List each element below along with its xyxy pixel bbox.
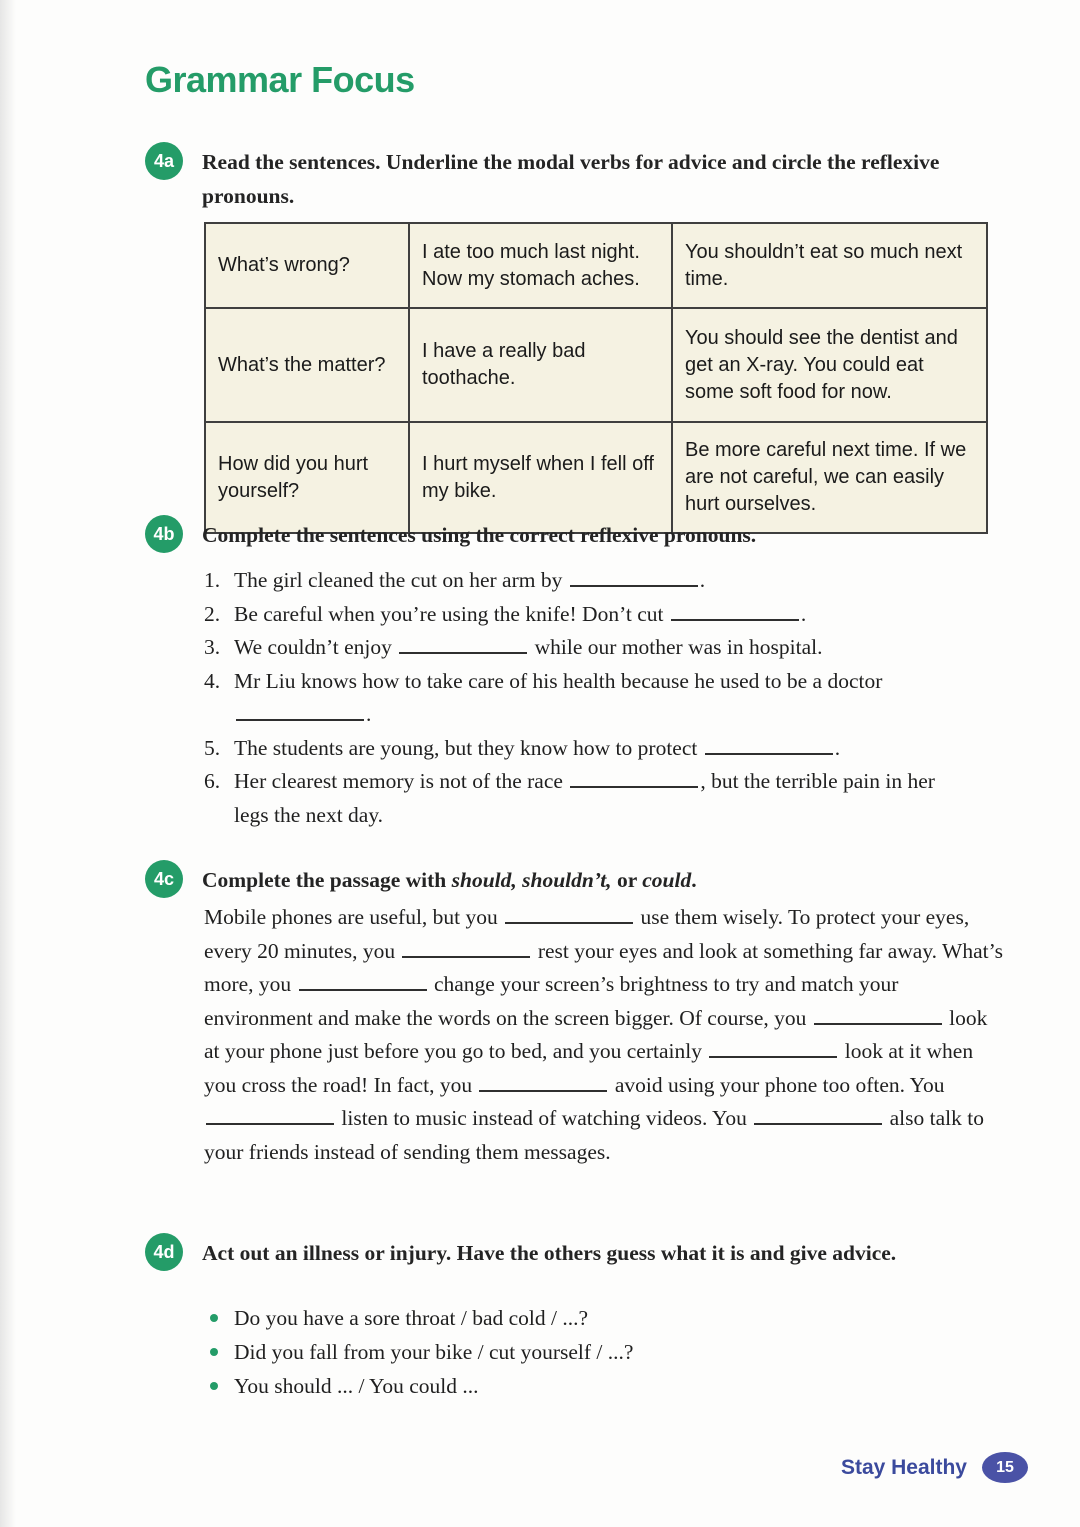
- blank-line: [236, 717, 364, 721]
- table-cell: How did you hurt yourself?: [205, 422, 409, 533]
- table-cell: I hurt myself when I fell off my bike.: [409, 422, 672, 533]
- blank-line: [206, 1121, 334, 1125]
- item-number: 2.: [204, 601, 221, 626]
- item-text: [234, 635, 822, 659]
- exercise-item: [204, 598, 966, 632]
- bullet-icon: [210, 1348, 218, 1356]
- blank-line: [705, 751, 833, 755]
- table-cell: I have a really bad toothache.: [409, 308, 672, 422]
- item-text: [234, 769, 935, 827]
- exercise-item: [204, 564, 966, 598]
- text-part: also talk to your friends instead of sending them messages.: [204, 1106, 984, 1164]
- table-cell: I ate too much last night. Now my stomach aches.: [409, 223, 672, 308]
- item-text: [234, 669, 882, 727]
- dialogue-table: [204, 222, 988, 534]
- text-part: or: [611, 868, 643, 892]
- section-4a-heading: Read the sentences. Underline the modal verbs for advice and circle the reflexive pronouns.: [202, 150, 940, 208]
- bullet-text: Did you fall from your bike / cut yourself / ...?: [234, 1340, 634, 1364]
- exercise-item: [204, 765, 966, 832]
- text-part: .: [699, 568, 706, 592]
- text-part: Be careful when you’re using the knife! Don’t cut: [234, 601, 669, 626]
- bullet-item: [204, 1335, 966, 1369]
- reflexive-exercise-list: [204, 564, 966, 832]
- text-part: could: [642, 868, 692, 892]
- section-4b-heading: Complete the sentences using the correct reflexive pronouns.: [202, 523, 757, 547]
- text-part: look at it when you cross the road! In fact, you: [204, 1039, 974, 1097]
- table-cell: What’s wrong?: [205, 223, 409, 308]
- blank-line: [479, 1088, 607, 1092]
- bullet-icon: [210, 1314, 218, 1322]
- bullet-text: You should ... / You could ...: [234, 1374, 479, 1398]
- item-number: 1.: [204, 568, 221, 592]
- scan-shadow-edge: [0, 0, 16, 1527]
- section-4a-badge: 4a: [145, 142, 183, 180]
- text-part: while our mother was in hospital.: [529, 635, 823, 659]
- blank-line: [754, 1121, 882, 1125]
- item-number: 4.: [204, 668, 221, 693]
- exercise-item: [204, 732, 966, 766]
- blank-line: [570, 583, 698, 587]
- item-text: [234, 568, 705, 592]
- section-4c-badge: 4c: [145, 860, 183, 898]
- blank-line: [402, 954, 530, 958]
- section-4c-heading: [202, 858, 947, 897]
- bullet-item: [204, 1369, 966, 1403]
- blank-line: [814, 1021, 942, 1025]
- text-part: rest your eyes and look at something far away. What’s more, you: [204, 938, 1003, 996]
- table-cell: Be more careful next time. If we are not careful, we can easily hurt ourselves.: [672, 422, 987, 533]
- section-4d-heading: Act out an illness or injury. Have the others guess what it is and give advice.: [202, 1241, 897, 1265]
- text-part: look at your phone just before you go to bed, and you certainly: [204, 1005, 988, 1063]
- item-number: 5.: [204, 735, 221, 760]
- text-part: .: [800, 601, 807, 626]
- section-4d: [145, 1231, 990, 1270]
- text-part: We couldn’t enjoy: [234, 635, 398, 659]
- blank-line: [299, 987, 427, 991]
- page-title: Grammar Focus: [145, 59, 415, 100]
- item-text: [234, 602, 806, 626]
- text-part: The girl cleaned the cut on her arm by: [234, 568, 568, 592]
- section-4c: [145, 858, 990, 897]
- table-cell: You shouldn’t eat so much next time.: [672, 223, 987, 308]
- text-part: change your screen’s brightness to try and match your environment and make the words on the screen bigger. Of course, you: [204, 972, 899, 1030]
- exercise-item: [204, 665, 966, 732]
- text-part: Mobile phones are useful, but you: [204, 905, 504, 929]
- blank-line: [709, 1054, 837, 1058]
- table-row: [205, 308, 987, 422]
- text-part: Mr Liu knows how to take care of his health because he used to be a doctor: [234, 668, 883, 693]
- text-part: Complete the passage with: [202, 868, 452, 892]
- unit-title: Stay Healthy: [840, 1455, 967, 1479]
- page-footer: [841, 1452, 1028, 1483]
- text-part: .: [366, 702, 372, 726]
- item-number: 3.: [204, 635, 221, 659]
- item-number: 6.: [204, 769, 221, 793]
- exercise-item: [204, 631, 966, 665]
- text-part: use them wisely. To protect your eyes, every 20 minutes, you: [204, 905, 970, 963]
- section-4a: [145, 140, 990, 213]
- fill-in-passage: [204, 901, 1004, 1169]
- blank-line: [570, 784, 698, 788]
- text-part: , but the terrible pain in her legs the next day.: [234, 769, 935, 827]
- text-part: The students are young, but they know how to protect: [234, 735, 703, 760]
- item-text: [234, 736, 840, 760]
- page-number-badge: 15: [982, 1452, 1028, 1483]
- blank-line: [505, 920, 633, 924]
- section-4b: [145, 513, 990, 552]
- blank-line: [671, 617, 799, 621]
- table-cell: What’s the matter?: [205, 308, 409, 422]
- text-part: Her clearest memory is not of the race: [234, 769, 569, 793]
- section-4b-badge: 4b: [145, 515, 183, 553]
- prompt-bullet-list: [204, 1301, 966, 1403]
- section-4d-badge: 4d: [145, 1233, 183, 1271]
- bullet-icon: [210, 1382, 218, 1390]
- text-part: avoid using your phone too often. You: [609, 1072, 945, 1097]
- text-part: listen to music instead of watching videos. You: [336, 1106, 753, 1130]
- bullet-item: [204, 1301, 966, 1335]
- bullet-text: Do you have a sore throat / bad cold / ...?: [234, 1306, 589, 1330]
- blank-line: [399, 650, 527, 654]
- text-part: .: [834, 735, 841, 760]
- text-part: should, shouldn’t,: [451, 868, 612, 892]
- table-row: [205, 223, 987, 308]
- table-cell: You should see the dentist and get an X-ray. You could eat some soft food for now.: [672, 308, 987, 422]
- text-part: .: [691, 868, 697, 892]
